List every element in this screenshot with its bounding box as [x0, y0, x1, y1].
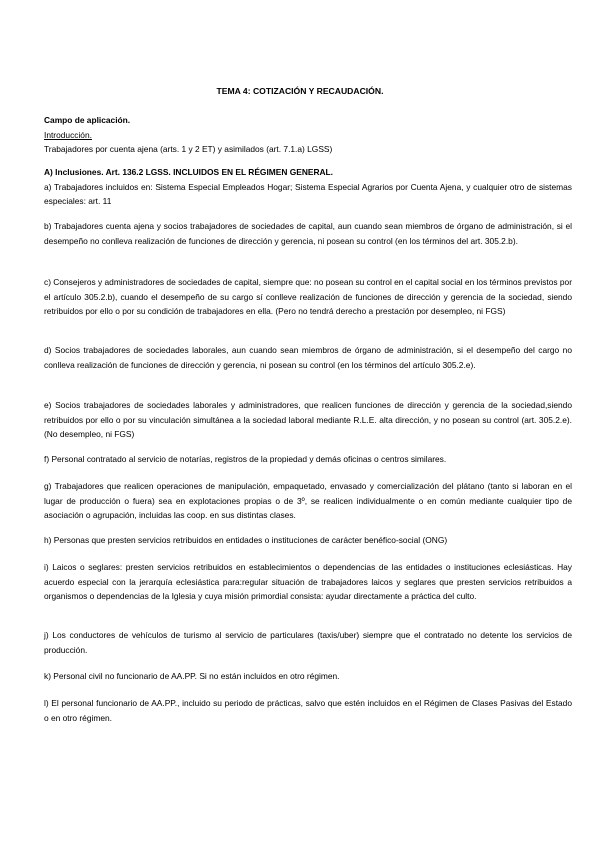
item-c: c) Consejeros y administradores de sociedades de capital, siempre que: no posean su control en el capital social en los términos previstos por el artículo 305.2.b), cuando el desempeño de su cargo sí conlleve realización de funciones de dirección y gerencia de la sociedad, siendo retribuidos por ello o por su condición de trabajadores en ella. (Pero no tendrá derecho a prestación por desempleo, ni FGS) [44, 277, 572, 317]
section-a [44, 165, 572, 209]
intro-heading: Introducción. [44, 129, 92, 140]
item-i: i) Laicos o seglares: presten servicios retribuidos en establecimientos o dependencias de las entidades o instituciones eclesiásticas. Hay acuerdo especial con la jerarquía eclesiástica para:regular situación de trabajadores laicos y seglares que presten servicios retribuidos a organismos o dependencias de la Iglesia y cuya misión primordial consista: ayudar directamente a práctica del culto. [44, 562, 572, 602]
campo-heading: Campo de aplicación. [44, 115, 131, 125]
item-g: g) Trabajadores que realicen operaciones de manipulación, empaquetado, envasado y comercialización del plátano (tanto si laboran en el lugar de producción o fuera) sea en explotaciones propias o de 3º, se realicen individualmente o en común mediante cualquier tipo de asociación o agrupación, incluidas las coop. en sus distintas clases. [44, 481, 572, 521]
intro-block [44, 113, 572, 157]
item-l: l) El personal funcionario de AA.PP., incluido su periodo de prácticas, salvo que estén incluidos en el Régimen de Clases Pasivas del Estado o en otro régimen. [44, 698, 572, 723]
item-j: j) Los conductores de vehículos de turismo al servicio de particulares (taxis/uber) siempre que el contratado no detente los servicios de producción. [44, 630, 572, 655]
item-b: b) Trabajadores cuenta ajena y socios trabajadores de sociedades de capital, aun cuando sean miembros de órgano de administración, si el desempeño no conlleva realización de funciones de dirección y gerencia, ni posean su control (en los términos del art. 305.2.b). [44, 221, 572, 246]
item-h: h) Personas que presten servicios retribuidos en entidades o instituciones de carácter benéfico-social (ONG) [44, 535, 448, 545]
item-f: f) Personal contratado al servicio de notarías, registros de la propiedad y demás oficinas o centros similares. [44, 454, 447, 464]
item-e: e) Socios trabajadores de sociedades laborales y administradores, que realicen funciones de dirección y gerencia de la sociedad,siendo retribuidos por ello o por su vinculación simultánea a la sociedad laboral mediante R.L.E. alta dirección, y no posean su control (art. 305.2.e). (No desempleo, ni FGS) [44, 400, 572, 440]
item-k: k) Personal civil no funcionario de AA.PP. Si no están incluidos en otro régimen. [44, 671, 340, 681]
section-a-heading: A) Inclusiones. Art. 136.2 LGSS. INCLUIDOS EN EL RÉGIMEN GENERAL. [44, 167, 333, 177]
intro-text: Trabajadores por cuenta ajena (arts. 1 y 2 ET) y asimilados (art. 7.1.a) LGSS) [44, 144, 333, 155]
item-a: a) Trabajadores incluidos en: Sistema Especial Empleados Hogar; Sistema Especial Agrarios por Cuenta Ajena, y cualquier otro de sistemas especiales: art. 11 [44, 181, 572, 207]
item-d: d) Socios trabajadores de sociedades laborales, aun cuando sean miembros de órgano de administración, si el desempeño del cargo no conlleva realización de funciones de dirección y gerencia, ni posean su control (en los términos del artículo 305.2.e). [44, 345, 572, 370]
document-title: TEMA 4: COTIZACIÓN Y RECAUDACIÓN. [216, 86, 384, 96]
